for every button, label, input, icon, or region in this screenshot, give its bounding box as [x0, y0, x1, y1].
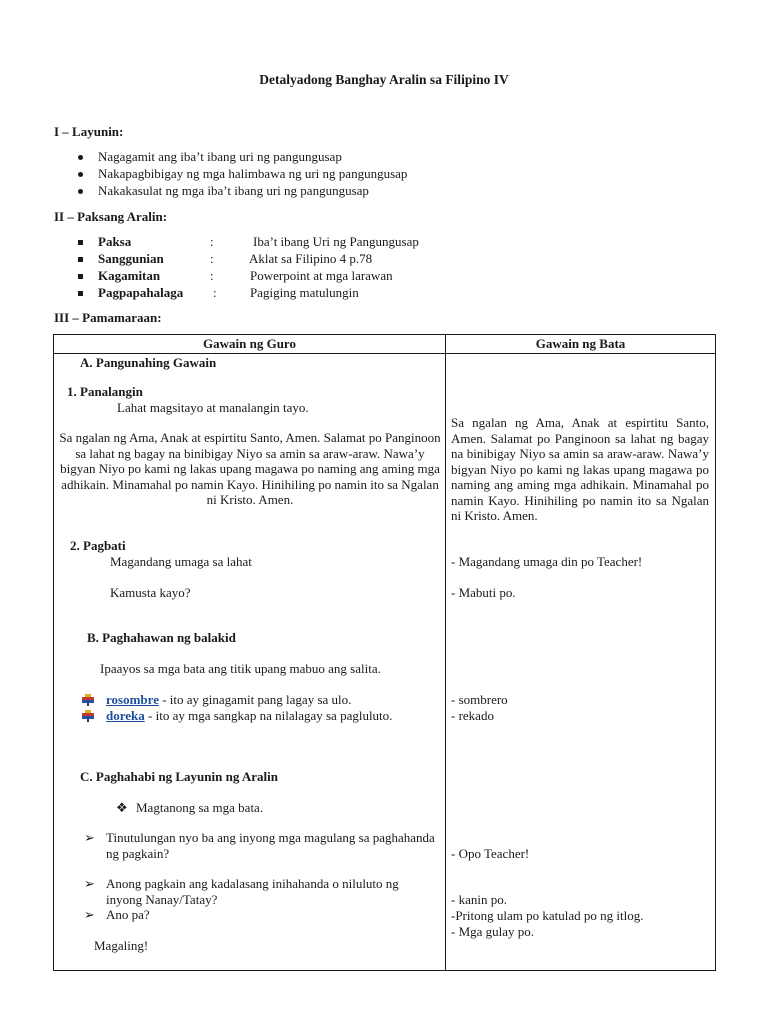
layunin-aralin-heading: C. Paghahabi ng Layunin ng Aralin — [80, 769, 278, 784]
square-bullet-icon — [78, 274, 83, 279]
word-definition: - ito ay ginagamit pang lagay sa ulo. — [158, 692, 352, 707]
document-title: Detalyadong Banghay Aralin sa Filipino IV — [259, 72, 509, 87]
teacher-prayer: Sa ngalan ng Ama, Anak at espirtitu Santo, Amen. Salamat po Panginoon sa lahat ng bagay na binibigay Niyo sa amin sa araw-araw. Nawa’y bigyan Niyo po kami ng lakas upang magawa po naming ang aming mga adhikain. Minamahal po namin Kayo. Hinihiling po namin ito sa Ngalan ni Kristo. Amen. — [59, 430, 441, 507]
word-item — [106, 708, 438, 724]
greeting-line: Magandang umaga sa lahat — [110, 554, 252, 569]
praise-text: Magaling! — [94, 938, 149, 953]
balakid-heading: B. Paghahawan ng balakid — [87, 630, 236, 645]
paksang-label: Sanggunian — [98, 251, 164, 266]
question-item: Tinutulungan nyo ba ang inyong mga magulang sa paghahanda ng pagkain? — [106, 830, 435, 861]
word-link[interactable]: doreka — [106, 708, 145, 723]
column-header-teacher: Gawain ng Guro — [54, 335, 446, 354]
student-answer: - Mabuti po. — [451, 585, 516, 600]
arrow-bullet-icon: ➢ — [84, 876, 95, 891]
question-item: Ano pa? — [106, 907, 150, 922]
square-bullet-icon — [78, 291, 83, 296]
bullet-icon — [78, 189, 83, 194]
paksang-colon: : — [210, 268, 214, 283]
paksang-colon: : — [213, 285, 217, 300]
paksang-label: Paksa — [98, 234, 132, 249]
paksang-colon: : — [210, 234, 214, 249]
square-bullet-icon — [78, 240, 83, 245]
table-header-row — [54, 335, 716, 354]
student-answer: - Mga gulay po. — [451, 924, 535, 939]
pagbati-heading: 2. Pagbati — [70, 538, 126, 553]
question-item: Anong pagkain ang kadalasang inihahanda o niluluto ng inyong Nanay/Tatay? — [106, 876, 399, 907]
arrow-bullet-icon: ➢ — [84, 830, 95, 845]
column-header-student: Gawain ng Bata — [446, 335, 716, 354]
student-answer: - Opo Teacher! — [451, 846, 530, 861]
section-paksang-heading: II – Paksang Aralin: — [54, 209, 168, 224]
paksang-colon: : — [210, 251, 214, 266]
paksang-value: Aklat sa Filipino 4 p.78 — [249, 251, 373, 266]
bullet-icon — [78, 155, 83, 160]
bullet-icon — [78, 172, 83, 177]
layunin-item: Nagagamit ang iba’t ibang uri ng pangungusap — [98, 149, 342, 164]
word-item — [106, 692, 351, 708]
paksang-value: Iba’t ibang Uri ng Pangungusap — [253, 234, 419, 249]
student-cell — [446, 354, 716, 971]
layunin-item: Nakakasulat ng mga iba’t ibang uri ng pangungusap — [98, 183, 369, 198]
student-prayer: Sa ngalan ng Ama, Anak at espirtitu Santo, Amen. Salamat po Panginoon sa lahat ng bagay na binibigay Niyo sa amin sa araw-araw. Nawa’y bigyan Niyo po kami ng lakas upang magawa po naming ang aming mga adhikain. Minamahal po namin Kayo. Hinihiling po namin ito sa Ngalan ni Kristo. Amen. — [451, 415, 709, 523]
balakid-instruction: Ipaayos sa mga bata ang titik upang mabuo ang salita. — [100, 661, 381, 676]
layunin-item: Nakapagbibigay ng mga halimbawa ng uri ng pangungusap — [98, 166, 408, 181]
section-layunin-heading: I – Layunin: — [54, 124, 124, 139]
section-pamamaraan-heading: III – Pamamaraan: — [54, 310, 162, 325]
flag-bullet-icon — [82, 710, 94, 722]
student-answer: - rekado — [451, 708, 494, 723]
student-answer: - sombrero — [451, 692, 508, 707]
diamond-bullet-icon: ❖ — [116, 800, 128, 815]
paksang-value: Powerpoint at mga larawan — [250, 268, 393, 283]
word-link[interactable]: rosombre — [106, 692, 159, 707]
panalangin-instruction: Lahat magsitayo at manalangin tayo. — [117, 400, 309, 415]
square-bullet-icon — [78, 257, 83, 262]
pangunahing-gawain-heading: A. Pangunahing Gawain — [80, 355, 217, 370]
paksang-label: Kagamitan — [98, 268, 161, 283]
greeting-question: Kamusta kayo? — [110, 585, 191, 600]
paksang-value: Pagiging matulungin — [250, 285, 359, 300]
teacher-cell — [54, 354, 446, 971]
flag-bullet-icon — [82, 694, 94, 706]
student-answer: - kanin po. — [451, 892, 507, 907]
paksang-label: Pagpapahalaga — [98, 285, 184, 300]
word-definition: - ito ay mga sangkap na nilalagay sa pagluluto. — [144, 708, 393, 723]
student-answer: -Pritong ulam po katulad po ng itlog. — [451, 908, 644, 923]
arrow-bullet-icon: ➢ — [84, 907, 95, 922]
panalangin-heading: 1. Panalangin — [67, 384, 143, 399]
table-body-row — [54, 354, 716, 971]
student-answer: - Magandang umaga din po Teacher! — [451, 554, 643, 569]
c-instruction: Magtanong sa mga bata. — [136, 800, 264, 815]
lesson-table — [53, 334, 716, 971]
